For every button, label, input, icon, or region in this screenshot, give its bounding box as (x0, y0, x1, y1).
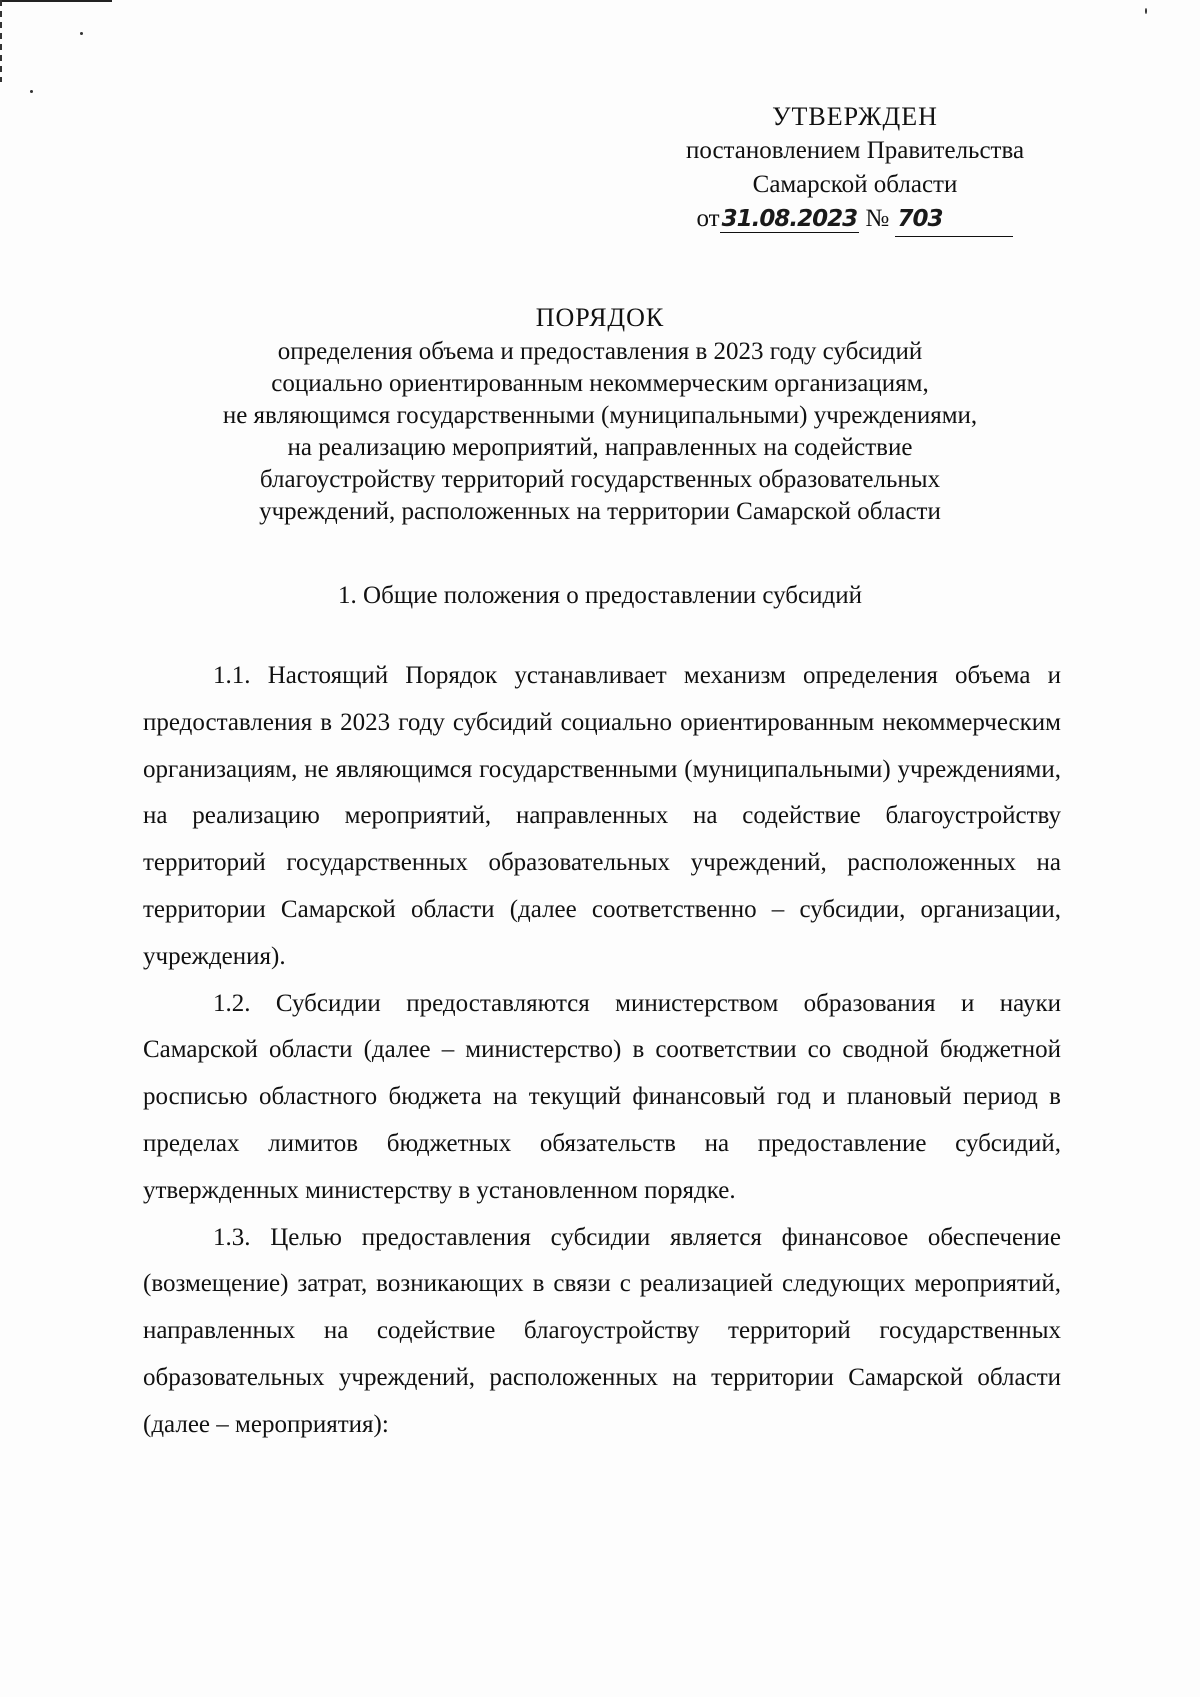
section-heading: 1. Общие положения о предоставлении субсидий (338, 582, 862, 609)
handwritten-date: 31.08.2023 (721, 206, 858, 232)
approval-stamp (600, 100, 1110, 237)
approval-line-2: Самарской области (752, 171, 958, 198)
approval-line-1: постановлением Правительства (685, 137, 1025, 164)
number-field (895, 202, 1013, 237)
scan-speck (80, 32, 83, 35)
subtitle-line: учреждений, расположенных на территории Самарской области (259, 498, 941, 525)
document-title: ПОРЯДОК (535, 303, 665, 332)
subtitle-line: социально ориентированным некоммерческим организациям, (271, 370, 929, 397)
date-prefix: от (696, 205, 720, 232)
subtitle-line: на реализацию мероприятий, направленных на содействие (287, 434, 913, 461)
scan-speck (30, 90, 33, 93)
scan-speck (1145, 8, 1147, 14)
subtitle-line: не являющимся государственными (муниципальными) учреждениями, (222, 402, 978, 429)
scan-edge-top (0, 0, 112, 2)
document-title-block (140, 302, 1060, 528)
number-prefix: № (865, 205, 890, 232)
handwritten-number: 703 (897, 206, 943, 232)
subtitle-line: определения объема и предоставления в 2023 году субсидий (277, 338, 923, 365)
paragraph-1-2: 1.2. Субсидии предоставляются министерством образования и науки Самарской области (далее – министерство) в соответствии со сводной бюджетной росписью областного бюджета на текущий финансовый год и плановый период в пределах лимитов бюджетных обязательств на предоставление субсидий, утвержденных министерству в установленном порядке. (143, 989, 1061, 1204)
approval-title: УТВЕРЖДЕН (772, 102, 938, 131)
paragraph-1-3: 1.3. Целью предоставления субсидии является финансовое обеспечение (возмещение) затрат, возникающих в связи с реализацией следующих мероприятий, направленных на содействие благоустройству территорий государственных образовательных учреждений, расположенных на территории Самарской области (далее – мероприятия): (143, 1223, 1061, 1438)
subtitle-line: благоустройству территорий государственных образовательных (259, 466, 941, 493)
scan-edge-left (0, 0, 2, 82)
section-body (143, 653, 1061, 1449)
paragraph-1-1: 1.1. Настоящий Порядок устанавливает механизм определения объема и предоставления в 2023 году субсидий социально ориентированным некоммерческим организациям, не являющимся государственными (муниципальными) учреждениями, на реализацию мероприятий, направленных на содействие благоустройству территорий государственных образовательных учреждений, расположенных на территории Самарской области (далее соответственно – субсидии, организации, учреждения). (143, 662, 1061, 970)
approval-date-number (600, 202, 1110, 237)
